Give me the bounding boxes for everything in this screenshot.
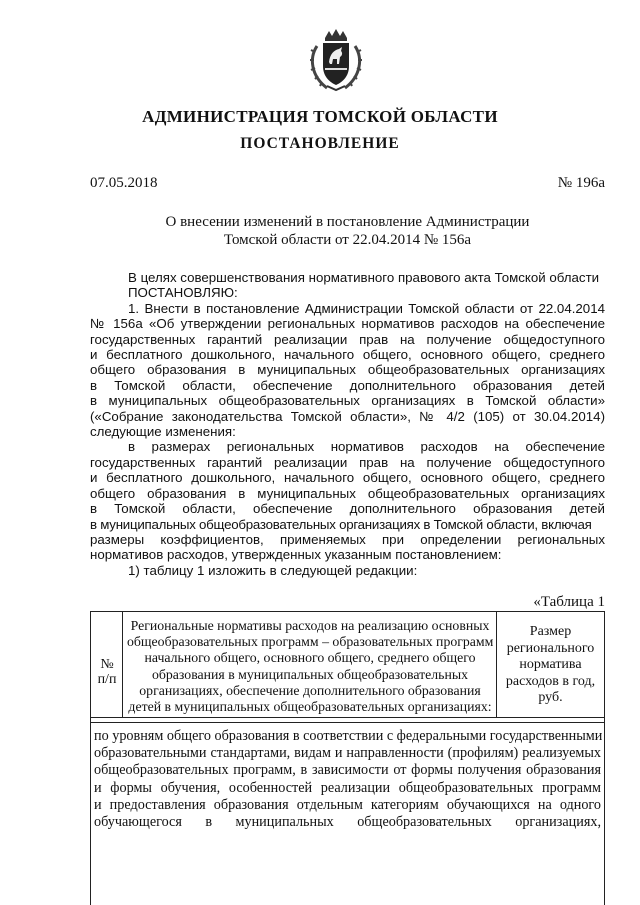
- body-line: государственных гарантий реализации прав на получение общедоступного: [90, 331, 605, 347]
- table-divider: [91, 722, 604, 723]
- table-row: [94, 728, 601, 831]
- document-number: № 196а: [557, 175, 605, 191]
- body-line: в размерах региональных нормативов расходов на обеспечение: [128, 439, 605, 455]
- title-line: О внесении изменений в постановление Администрации: [165, 214, 530, 230]
- body-line: в Томской области, обеспечение дополнительного образования детей: [90, 501, 605, 517]
- document-body: [90, 270, 605, 578]
- document-type: ПОСТАНОВЛЕНИЕ: [240, 135, 400, 152]
- header-norms-line: организациях, обеспечение дополнительного образования: [139, 682, 481, 698]
- body-line: ПОСТАНОВЛЯЮ:: [128, 285, 238, 301]
- header-norms-line: детей в муниципальных общеобразовательных организациях:: [128, 699, 492, 715]
- body-line: и бесплатного дошкольного, начального общего, основного общего, среднего: [90, 470, 605, 486]
- body-line: государственных гарантий реализации прав на получение общедоступного: [90, 454, 605, 470]
- body-line: нормативов расходов, утвержденных указанным постановлением:: [90, 547, 502, 563]
- header-cell-number: [91, 612, 123, 717]
- agency-name: АДМИНИСТРАЦИЯ ТОМСКОЙ ОБЛАСТИ: [142, 107, 498, 126]
- row-line: общеобразовательных программ, в зависимости от формы получения образования: [94, 762, 601, 779]
- header-size-line: норматива: [519, 657, 582, 672]
- header-size-text: [499, 624, 602, 707]
- body-line: 1. Внести в постановление Администрации Томской области от 22.04.2014: [128, 300, 605, 316]
- header-size-line: Размер: [529, 624, 572, 639]
- body-line: В целях совершенствования нормативного правового акта Томской области: [128, 270, 600, 285]
- header-norms-text: [127, 618, 493, 715]
- header-norms-line: начального общего, основного общего, среднего общего: [144, 650, 476, 666]
- table-caption: «Таблица 1: [533, 594, 605, 610]
- document-date: 07.05.2018: [90, 175, 158, 191]
- header-number-text: [91, 657, 123, 687]
- body-line: в муниципальных общеобразовательных организациях в Томской области, включая: [90, 516, 592, 532]
- body-line: общего образования в муниципальных общеобразовательных организациях: [90, 362, 605, 378]
- row-line: и формы обучения, особенностей реализации общеобразовательных программ: [94, 779, 601, 796]
- coat-of-arms-emblem: [303, 28, 369, 94]
- document-title: [90, 213, 605, 249]
- header-norms-line: Региональные нормативы расходов на реализацию основных: [130, 618, 490, 633]
- title-line: Томской области от 22.04.2014 № 156а: [223, 232, 472, 248]
- body-line: в Томской области, обеспечение дополнительного образования детей: [90, 377, 605, 393]
- row-line: образовательными стандартами, видам и направленности (профилям) реализуемых: [94, 745, 601, 762]
- row-line: по уровням общего образования в соответствии с федеральными государственными: [94, 728, 603, 744]
- body-line: размеры коэффициентов, применяемых при определении региональных: [90, 531, 605, 547]
- row-line: обучающегося в муниципальных общеобразовательных организациях,: [94, 814, 601, 831]
- body-line: общего образования в муниципальных общеобразовательных организациях: [90, 485, 605, 501]
- table-divider: [91, 717, 604, 718]
- header-norms-line: образования в муниципальных общеобразовательных: [151, 666, 468, 682]
- header-norms-line: общеобразовательных программ – образовательных программ: [127, 634, 494, 650]
- body-line: («Собрание законодательства Томской области», № 4/2 (105) от 30.04.2014): [90, 408, 605, 424]
- row-line: и предоставления образования отдельным категориям обучающихся на одного: [94, 796, 601, 813]
- body-line: в муниципальных общеобразовательных организациях в Томской области»: [90, 393, 605, 409]
- body-line: и бесплатного дошкольного, начального общего, основного общего, среднего: [90, 347, 605, 363]
- body-line: 1) таблицу 1 изложить в следующей редакции:: [128, 562, 418, 578]
- body-line: № 156а «Об утверждении региональных нормативов расходов на обеспечение: [90, 316, 605, 332]
- regional-norms-table: [90, 611, 605, 905]
- header-size-line: регионального: [506, 640, 595, 656]
- header-size-line: руб.: [538, 690, 563, 705]
- header-number-line: №: [100, 657, 114, 672]
- body-line: следующие изменения:: [90, 424, 236, 440]
- header-cell-norms: [123, 612, 497, 717]
- header-cell-size: [497, 612, 604, 717]
- header-number-line: п/п: [97, 672, 117, 687]
- header-size-line: расходов в год,: [505, 673, 596, 689]
